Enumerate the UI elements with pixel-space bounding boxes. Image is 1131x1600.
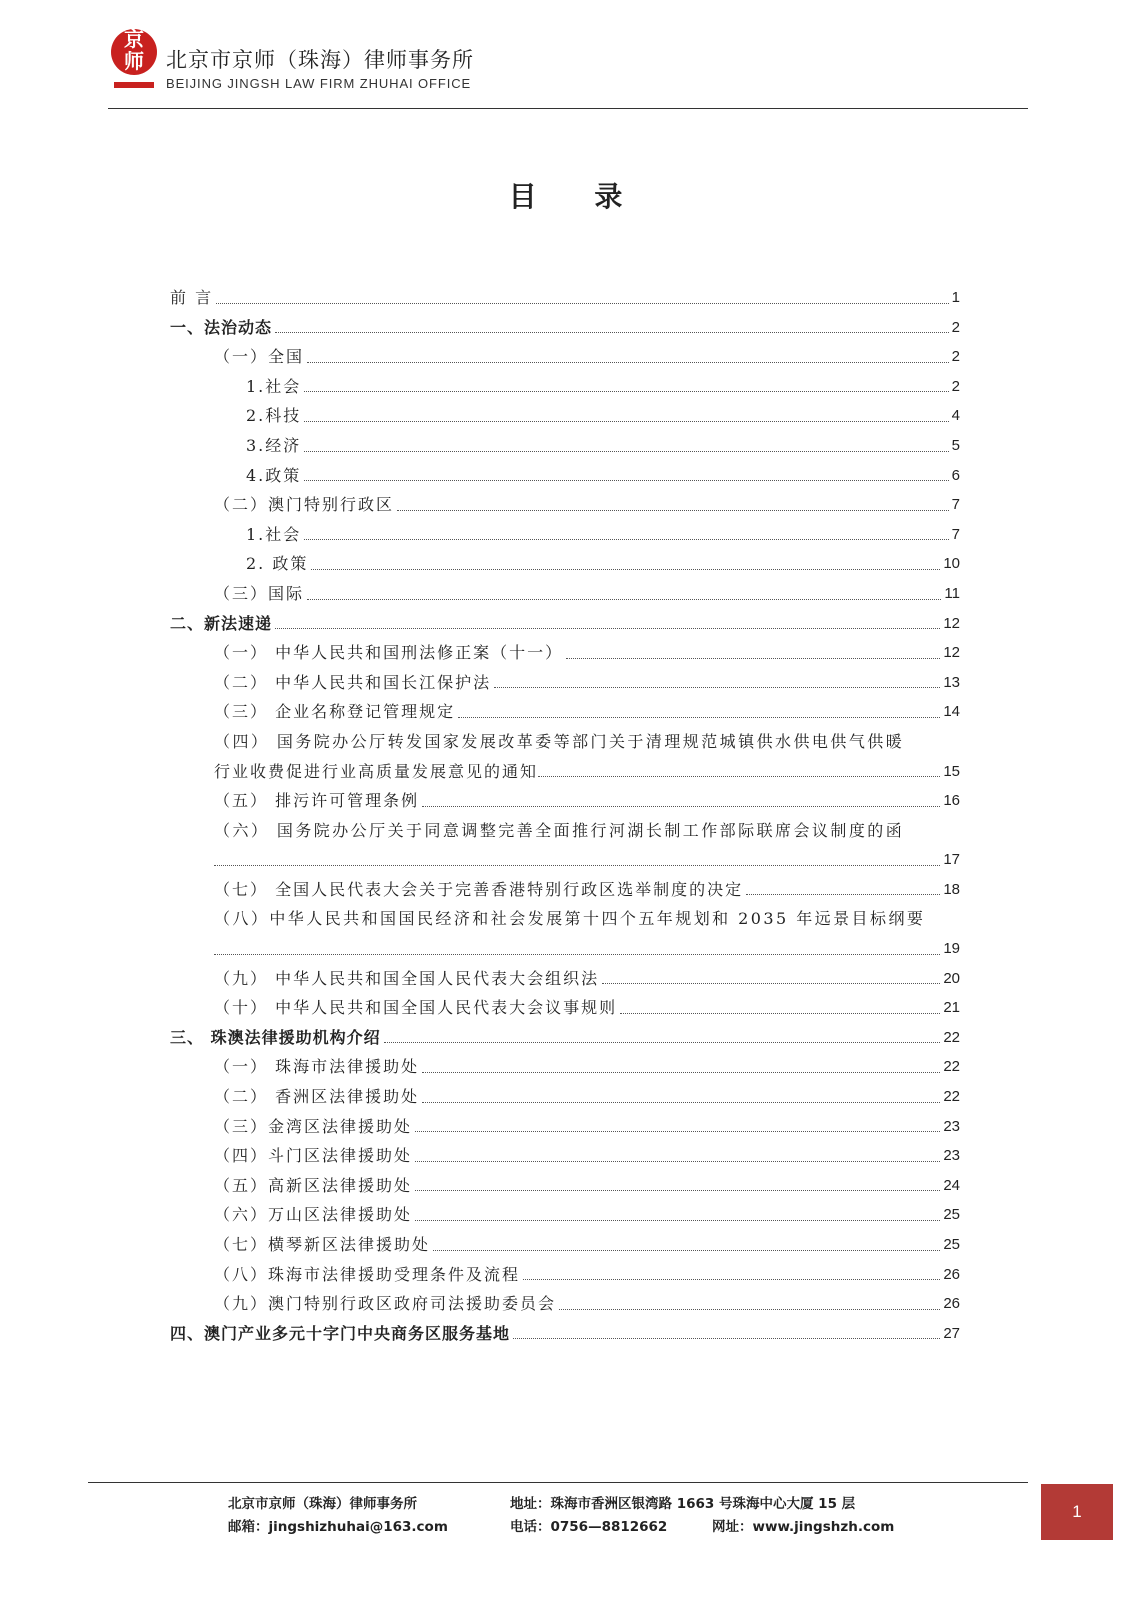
toc-page-number: 5 [951, 436, 960, 454]
toc-page-number: 7 [951, 525, 960, 543]
toc-entry-text: （十） 中华人民共和国全国人民代表大会议事规则 [214, 998, 618, 1018]
toc-leader-dots [304, 391, 948, 392]
toc-entry[interactable] [170, 875, 960, 905]
toc-entry-text: （六） 国务院办公厅关于同意调整完善全面推行河湖长制工作部际联席会议制度的函 [214, 820, 905, 840]
toc-leader-dots [422, 1072, 940, 1073]
toc-entry[interactable] [170, 697, 960, 727]
toc-page-number: 25 [943, 1206, 960, 1224]
toc-entry[interactable] [170, 401, 960, 431]
toc-page-number: 14 [943, 703, 960, 721]
toc-entry-text: （三） 企业名称登记管理规定 [214, 702, 456, 722]
toc-entry-text: （五）高新区法律援助处 [214, 1175, 413, 1195]
toc-entry-text: （一） 中华人民共和国刑法修正案（十一） [214, 643, 564, 663]
toc-entry-text: （五） 排污许可管理条例 [214, 791, 420, 811]
toc-entry[interactable] [170, 372, 960, 402]
toc-entry-text: 四、澳门产业多元十字门中央商务区服务基地 [170, 1323, 511, 1343]
toc-entry-text: 2.科技 [246, 406, 302, 426]
toc-page-number: 24 [943, 1176, 960, 1194]
toc-entry[interactable] [170, 727, 960, 786]
toc-entry-text: （九）澳门特别行政区政府司法援助委员会 [214, 1294, 557, 1314]
toc-leader-dots [304, 421, 948, 422]
toc-leader-dots [304, 539, 948, 540]
toc-entry-text: （八）中华人民共和国国民经济和社会发展第十四个五年规划和 2035 年远景目标纲要 [214, 909, 926, 929]
toc-leader-dots [620, 1013, 940, 1014]
toc-entry[interactable] [170, 609, 960, 639]
toc-entry-text: 1.社会 [246, 376, 302, 396]
toc-leader-dots [523, 1279, 940, 1280]
toc-page-number: 13 [943, 673, 960, 691]
toc-entry-text-continued: 行业收费促进行业高质量发展意见的通知 [214, 761, 539, 781]
toc-entry[interactable] [170, 638, 960, 668]
toc-entry[interactable] [170, 342, 960, 372]
toc-page-number: 2 [951, 377, 960, 395]
footer-address: 地址：珠海市香洲区银湾路 1663 号珠海中心大厦 15 层 [510, 1496, 856, 1512]
toc-leader-dots [311, 569, 940, 570]
toc-page-number: 2 [951, 318, 960, 336]
toc-entry-text: 2. 政策 [246, 554, 309, 574]
toc-leader-dots [216, 303, 949, 304]
toc-entry[interactable] [170, 904, 960, 963]
toc-page-number: 12 [943, 614, 960, 632]
toc-leader-dots [415, 1131, 940, 1132]
toc-entry[interactable] [170, 1260, 960, 1290]
firm-logo-icon [110, 22, 158, 92]
toc-page-number: 7 [951, 496, 960, 514]
toc-page-number: 17 [943, 851, 960, 869]
toc-entry[interactable] [170, 431, 960, 461]
toc-page-number: 2 [951, 348, 960, 366]
footer-phone: 电话：0756—8812662 [510, 1519, 668, 1535]
toc-leader-dots [275, 332, 949, 333]
toc-leader-dots [415, 1220, 940, 1221]
page-header [108, 20, 1028, 109]
toc-entry[interactable] [170, 1023, 960, 1053]
toc-leader-dots [538, 776, 940, 777]
toc-leader-dots [602, 983, 940, 984]
toc-page-number: 11 [944, 584, 960, 602]
toc-entry-text: 3.经济 [246, 435, 302, 455]
toc-entry[interactable] [170, 313, 960, 343]
toc-leader-dots [422, 1102, 940, 1103]
toc-entry[interactable] [170, 283, 960, 313]
toc-entry-text: （七） 全国人民代表大会关于完善香港特别行政区选举制度的决定 [214, 879, 744, 899]
toc-page-number: 16 [943, 792, 960, 810]
toc-page-number: 22 [943, 1088, 960, 1106]
toc-entry-text: （一）全国 [214, 347, 305, 367]
toc-page-number: 26 [943, 1295, 960, 1313]
toc-page-number: 22 [943, 1058, 960, 1076]
toc-page-number: 23 [943, 1147, 960, 1165]
toc-page-number: 20 [943, 969, 960, 987]
toc-entry-text: （一） 珠海市法律援助处 [214, 1057, 420, 1077]
toc-page-number: 4 [951, 407, 960, 425]
toc-leader-dots [566, 658, 940, 659]
toc-leader-dots [513, 1338, 940, 1339]
svg-text:京: 京 [124, 27, 144, 51]
toc-entry[interactable] [170, 461, 960, 491]
toc-entry[interactable] [170, 1319, 960, 1349]
toc-entry-text: 4.政策 [246, 465, 302, 485]
toc-page-number: 26 [943, 1265, 960, 1283]
toc-entry[interactable] [170, 520, 960, 550]
toc-leader-dots [458, 717, 940, 718]
toc-entry-text: （四） 国务院办公厅转发国家发展改革委等部门关于清理规范城镇供水供电供气供暖 [214, 731, 905, 751]
toc-leader-dots [304, 451, 948, 452]
toc-page-number: 6 [951, 466, 960, 484]
toc-page-number: 10 [943, 555, 960, 573]
toc-entry[interactable] [170, 1082, 960, 1112]
toc-entry-text: （二） 中华人民共和国长江保护法 [214, 672, 492, 692]
toc-entry-text: （三）国际 [214, 583, 305, 603]
toc-entry[interactable] [170, 1052, 960, 1082]
toc-leader-dots [415, 1190, 940, 1191]
toc-entry-text: （七）横琴新区法律援助处 [214, 1235, 431, 1254]
toc-leader-dots [422, 806, 940, 807]
toc-entry[interactable] [170, 1230, 960, 1260]
toc-entry[interactable] [170, 490, 960, 520]
toc-page-number: 27 [943, 1324, 960, 1342]
toc-page-number: 22 [943, 1028, 960, 1046]
toc-entry[interactable] [170, 1141, 960, 1171]
toc-entry[interactable] [170, 816, 960, 875]
toc-entry-text: （八）珠海市法律援助受理条件及流程 [214, 1264, 521, 1284]
toc-page-number: 23 [943, 1117, 960, 1135]
toc-page-number: 19 [943, 940, 960, 958]
toc-entry[interactable] [170, 549, 960, 579]
toc-page-number: 21 [943, 999, 960, 1017]
toc-entry[interactable] [170, 786, 960, 816]
toc-entry[interactable] [170, 1112, 960, 1142]
toc-leader-dots [307, 362, 949, 363]
toc-entry[interactable] [170, 964, 960, 994]
toc-entry[interactable] [170, 993, 960, 1023]
page-title: 目 录 [508, 180, 647, 213]
firm-name-en: BEIJING JINGSH LAW FIRM ZHUHAI OFFICE [166, 76, 472, 91]
footer-firm: 北京市京师（珠海）律师事务所 [228, 1496, 417, 1512]
toc-entry-text: （三）金湾区法律援助处 [214, 1116, 413, 1136]
toc-entry[interactable] [170, 668, 960, 698]
toc-leader-dots [384, 1042, 941, 1043]
toc-page-number: 25 [943, 1236, 960, 1253]
toc-leader-dots [397, 510, 949, 511]
toc-entry-text: 1.社会 [246, 524, 302, 544]
firm-name-cn: 北京市京师（珠海）律师事务所 [166, 48, 474, 72]
toc-entry-text: （二） 香洲区法律援助处 [214, 1087, 420, 1107]
table-of-contents [170, 283, 960, 1348]
toc-entry[interactable] [170, 1200, 960, 1230]
toc-leader-dots [746, 894, 940, 895]
toc-entry-text: 一、法治动态 [170, 317, 273, 337]
toc-leader-dots [415, 1161, 940, 1162]
toc-page-number: 15 [943, 762, 960, 780]
toc-page-number: 18 [943, 880, 960, 898]
toc-page-number: 1 [951, 289, 960, 306]
toc-entry[interactable] [170, 1289, 960, 1319]
toc-entry-text: （九） 中华人民共和国全国人民代表大会组织法 [214, 968, 600, 988]
toc-leader-dots [559, 1309, 940, 1310]
toc-page-number: 12 [943, 644, 960, 662]
toc-entry-text: （四）斗门区法律援助处 [214, 1146, 413, 1166]
toc-entry[interactable] [170, 1171, 960, 1201]
toc-leader-dots [214, 954, 940, 955]
toc-leader-dots [214, 865, 940, 866]
footer-website[interactable]: 网址：www.jingshzh.com [712, 1519, 895, 1535]
page-number-badge: 1 [1041, 1484, 1113, 1540]
toc-entry-text: 前 言 [170, 288, 214, 307]
toc-entry[interactable] [170, 579, 960, 609]
svg-text:师: 师 [124, 49, 144, 73]
toc-leader-dots [494, 687, 940, 688]
toc-leader-dots [275, 628, 940, 629]
toc-entry-text: 三、 珠澳法律援助机构介绍 [170, 1027, 381, 1047]
toc-leader-dots [307, 599, 941, 600]
footer-email: 邮箱：jingshizhuhai@163.com [228, 1519, 448, 1535]
toc-entry-text: 二、新法速递 [170, 613, 273, 633]
toc-leader-dots [433, 1250, 940, 1251]
toc-entry-text: （二）澳门特别行政区 [214, 495, 395, 515]
footer-divider [88, 1482, 1028, 1483]
toc-leader-dots [304, 480, 948, 481]
toc-entry-text: （六）万山区法律援助处 [214, 1205, 413, 1225]
